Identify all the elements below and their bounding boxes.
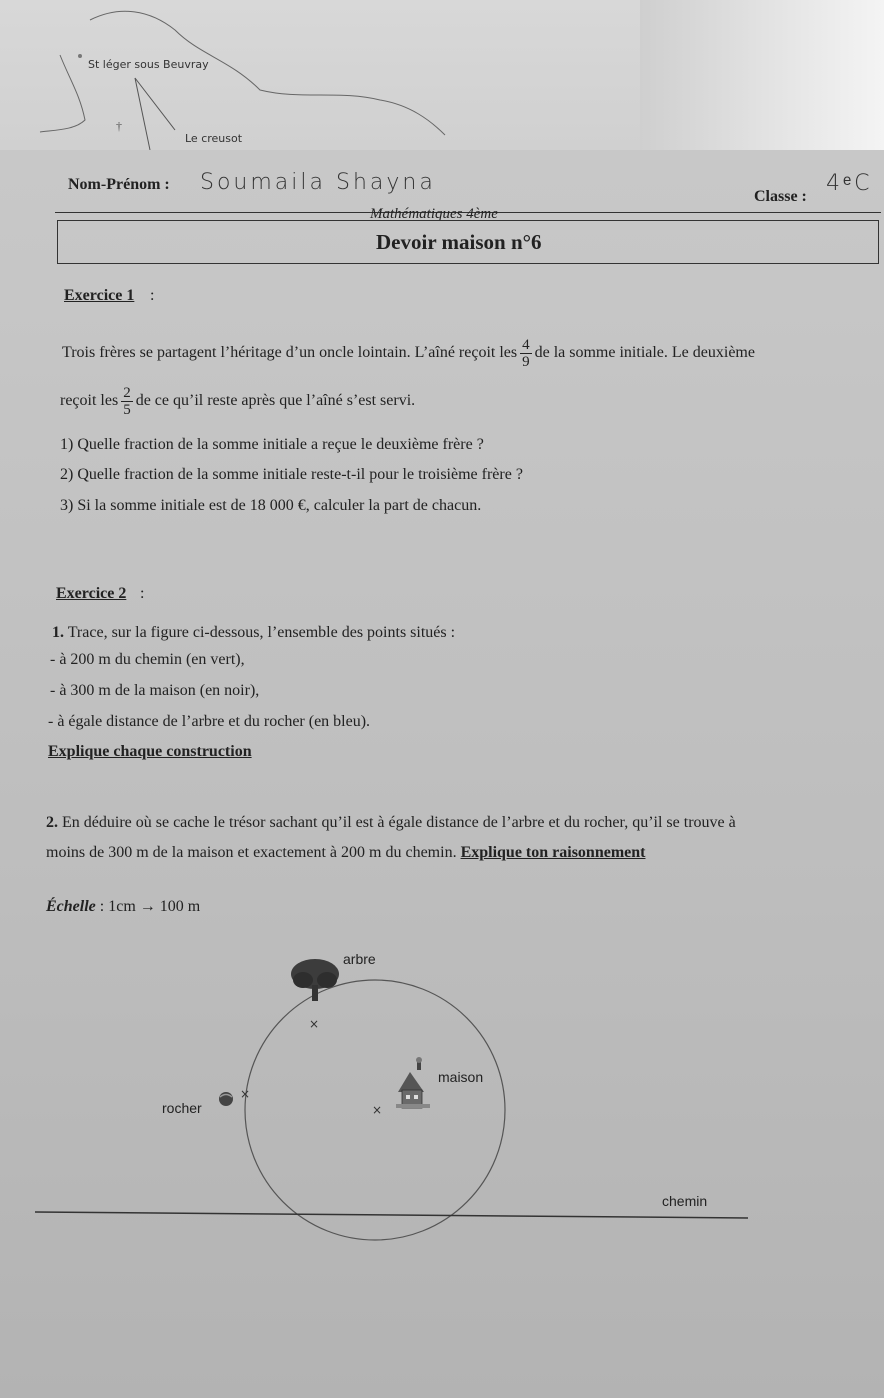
explain-reasoning: Explique ton raisonnement [460,844,646,861]
exercise2-part2-line1 [46,814,736,832]
exercise1-question-1: 1) Quelle fraction de la somme initiale a reçue le deuxième frère ? [60,436,484,453]
name-value: Soumaila Shayna [200,170,436,195]
label-rocher: rocher [162,1100,202,1116]
class-label: Classe : [754,188,807,205]
label-chemin: chemin [662,1193,708,1209]
exercise1-intro-line2 [60,385,415,418]
exercise1-heading-colon: : [150,287,155,304]
scale-label: Échelle [46,898,96,915]
part1-number: 1. [52,624,64,641]
map-label-top: St léger sous Beuvray [88,58,209,71]
rock-icon [219,1092,233,1106]
subject-label: Mathématiques 4ème [370,206,498,222]
label-maison: maison [438,1069,484,1085]
part2-number: 2. [46,814,58,831]
exercise2-heading-colon: : [140,585,145,602]
scale-value: : 1cm → 100 m [99,898,201,915]
name-label: Nom-Prénom : [68,176,170,193]
exercise1-heading: Exercice 1 [64,287,135,304]
bullet-chemin: - à 200 m du chemin (en vert), [50,651,245,668]
intro-text-3: reçoit les [60,392,119,410]
mark-maison: × [372,1103,383,1117]
background-sheet-edge [640,0,884,170]
class-value: 4ᵉC [826,171,873,196]
scale-line [46,898,200,916]
mark-rocher: × [240,1087,251,1101]
bullet-arbre-rocher: - à égale distance de l’arbre et du rocher (en bleu). [48,713,371,730]
construction-figure [0,930,884,1260]
bullet-maison: - à 300 m de la maison (en noir), [50,682,260,699]
fraction-two-fifths: $\frac{2}{5}$ [123,385,131,418]
exercise2-part1 [52,624,455,642]
exercise1-question-3: 3) Si la somme initiale est de 18 000 €, calculer la part de chacun. [60,497,482,514]
exercise2-part2-line2 [46,844,645,862]
map-label-bottom: Le creusot [185,132,243,145]
explain-construction: Explique chaque construction [48,743,252,760]
mark-arbre: × [309,1017,320,1031]
label-arbre: arbre [343,951,376,967]
exercise1-intro-line1 [62,337,755,370]
intro-text-4: de ce qu’il reste après que l’aîné s’est servi. [135,392,416,410]
part1-text: Trace, sur la figure ci-dessous, l’ensemble des points situés : [67,624,456,641]
exercise2-heading: Exercice 2 [56,585,127,602]
tree-icon [291,959,339,1001]
exercise1-question-2: 2) Quelle fraction de la somme initiale reste-t-il pour le troisième frère ? [60,466,523,483]
page-title: Devoir maison n°6 [376,230,542,254]
chemin-line [35,1212,748,1218]
map-fragment [0,0,460,160]
house-icon [396,1057,430,1108]
part2-text-1: En déduire où se cache le trésor sachant qu’il est à égale distance de l’arbre et du rocher, qu’il se trouve à [62,814,736,831]
part2-text-2: moins de 300 m de la maison et exactement à 200 m du chemin. [46,844,457,861]
svg-text:†: † [116,119,122,133]
intro-text-2: de la somme initiale. Le deuxième [534,344,755,362]
intro-text-1: Trois frères se partagent l’héritage d’un oncle lointain. L’aîné reçoit les [62,344,518,362]
fraction-four-ninths: $\frac{4}{9}$ [522,337,530,370]
